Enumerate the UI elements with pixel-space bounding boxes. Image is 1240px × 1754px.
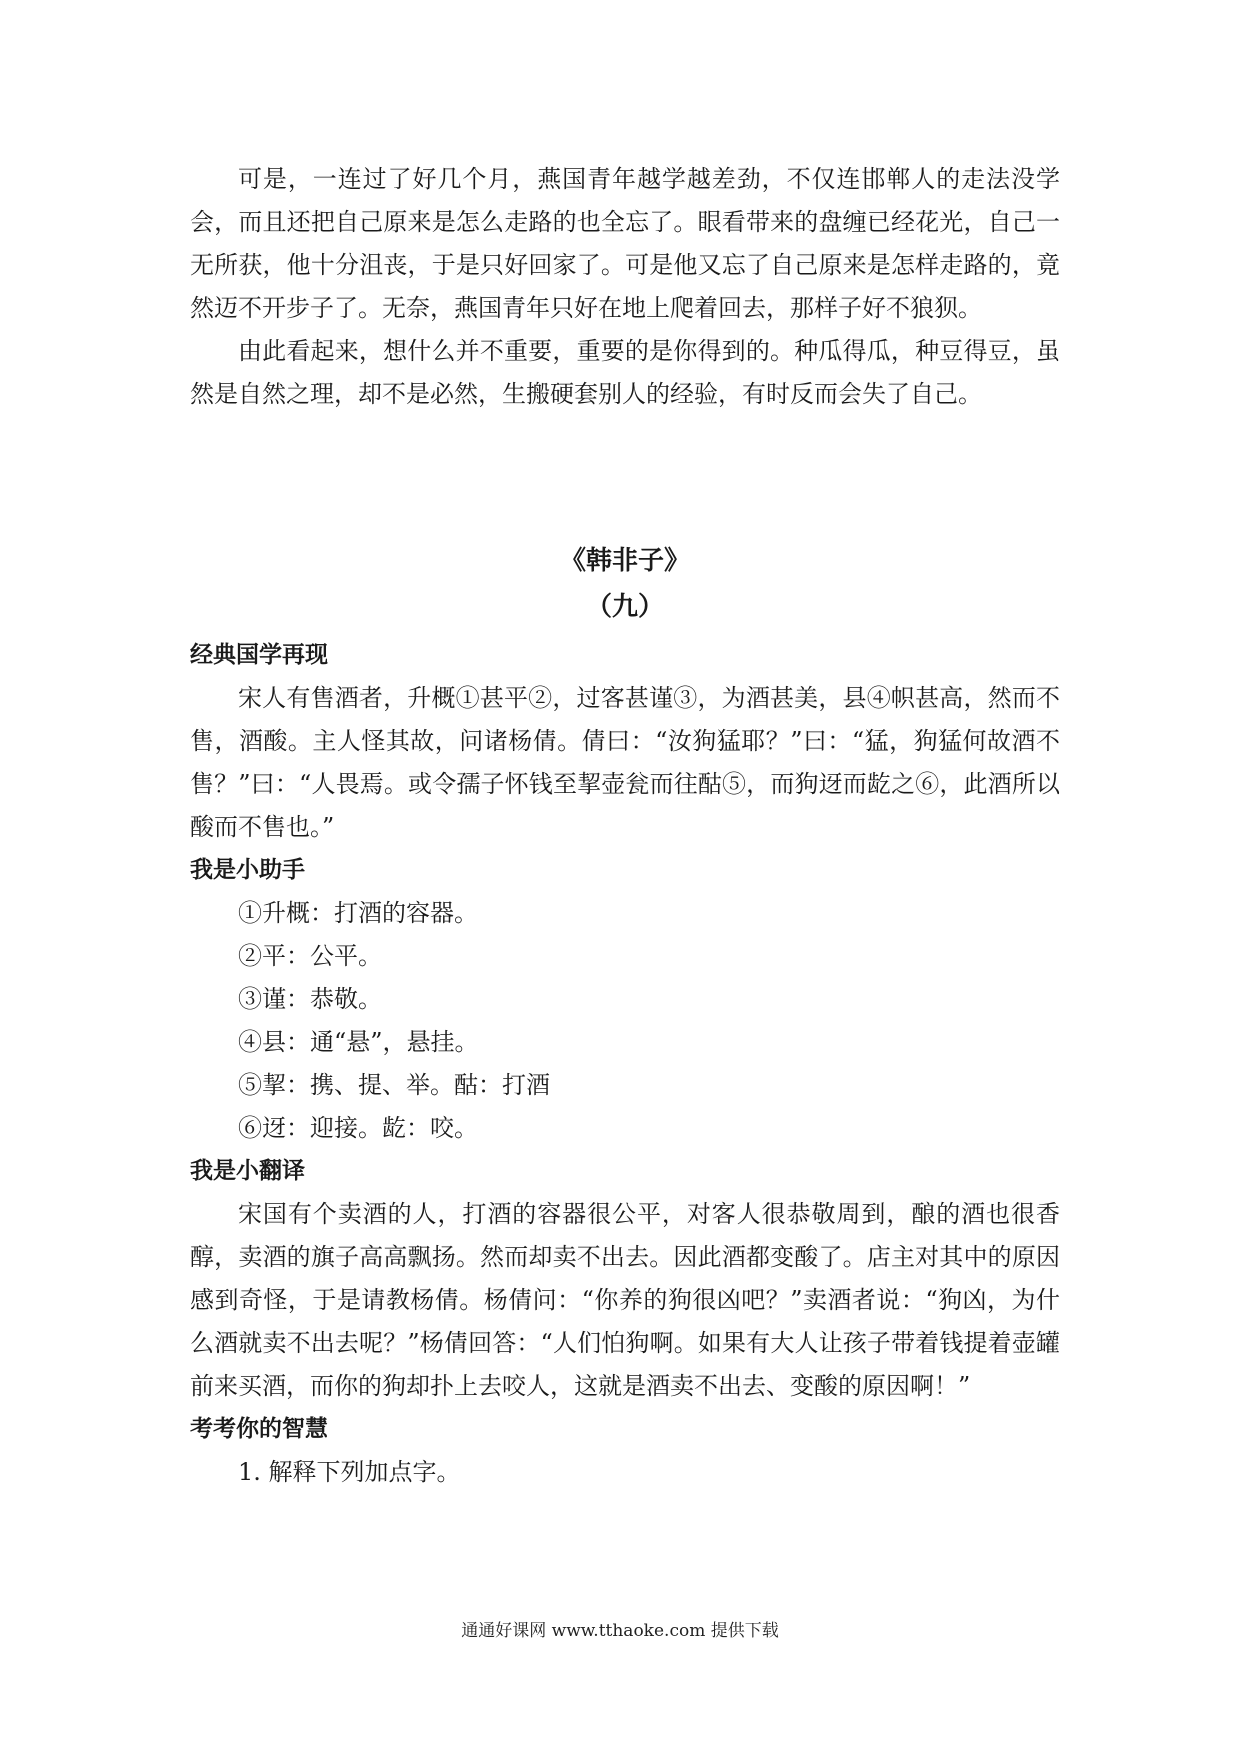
quiz-heading: 考考你的智慧 <box>190 1416 328 1442</box>
page-content <box>190 158 1060 1494</box>
story-paragraph-2: 由此看起来，想什么并不重要，重要的是你得到的。种瓜得瓜，种豆得豆，虽然是自然之理，却不是必然，生搬硬套别人的经验，有时反而会失了自己。 <box>190 337 1060 408</box>
note-item: ①升概：打酒的容器。 <box>238 899 478 927</box>
lesson-title: 《韩非子》 <box>559 546 690 576</box>
translation-text: 宋国有个卖酒的人，打酒的容器很公平，对客人很恭敬周到，酿的酒也很香醇，卖酒的旗子高高飘扬。然而却卖不出去。因此酒都变酸了。店主对其中的原因感到奇怪，于是请教杨倩。杨倩问：“你养的狗很凶吧？”卖酒者说：“狗凶，为什么酒就卖不出去呢？”杨倩回答：“人们怕狗啊。如果有大人让孩子带着钱提着壶罐前来买酒，而你的狗却扑上去咬人，这就是酒卖不出去、变酸的原因啊！” <box>190 1200 1060 1400</box>
helper-notes <box>190 892 1060 1150</box>
section-gap <box>190 416 1060 538</box>
note-item: ③谨：恭敬。 <box>238 985 382 1013</box>
classic-text: 宋人有售酒者，升概①甚平②，过客甚谨③，为酒甚美，县④帜甚高，然而不售，酒酸。主人怪其故，问诸杨倩。倩曰：“汝狗猛耶？”曰：“猛，狗猛何故酒不售？”曰：“人畏焉。或令孺子怀钱至挈壶瓮而往酤⑤，而狗迓而龁之⑥，此酒所以酸而不售也。” <box>190 684 1060 841</box>
page-footer: 通通好课网 www.tthaoke.com 提供下载 <box>461 1621 779 1641</box>
story-paragraph-1: 可是，一连过了好几个月，燕国青年越学越差劲，不仅连邯郸人的走法没学会，而且还把自己原来是怎么走路的也全忘了。眼看带来的盘缠已经花光，自己一无所获，他十分沮丧，于是只好回家了。可是他又忘了自己原来是怎样走路的，竟然迈不开步子了。无奈，燕国青年只好在地上爬着回去，那样子好不狼狈。 <box>190 165 1060 322</box>
quiz-item-1: 1. 解释下列加点字。 <box>238 1458 461 1486</box>
lesson-subtitle: （九） <box>585 592 664 622</box>
note-item: ④县：通“悬”，悬挂。 <box>238 1028 479 1056</box>
note-item: ②平：公平。 <box>238 942 382 970</box>
translation-heading: 我是小翻译 <box>190 1158 305 1184</box>
helper-heading: 我是小助手 <box>190 857 305 883</box>
note-item: ⑤挈：携、提、举。酤：打酒 <box>238 1071 550 1099</box>
note-item: ⑥迓：迎接。龁：咬。 <box>238 1114 478 1142</box>
classic-heading: 经典国学再现 <box>190 642 328 668</box>
